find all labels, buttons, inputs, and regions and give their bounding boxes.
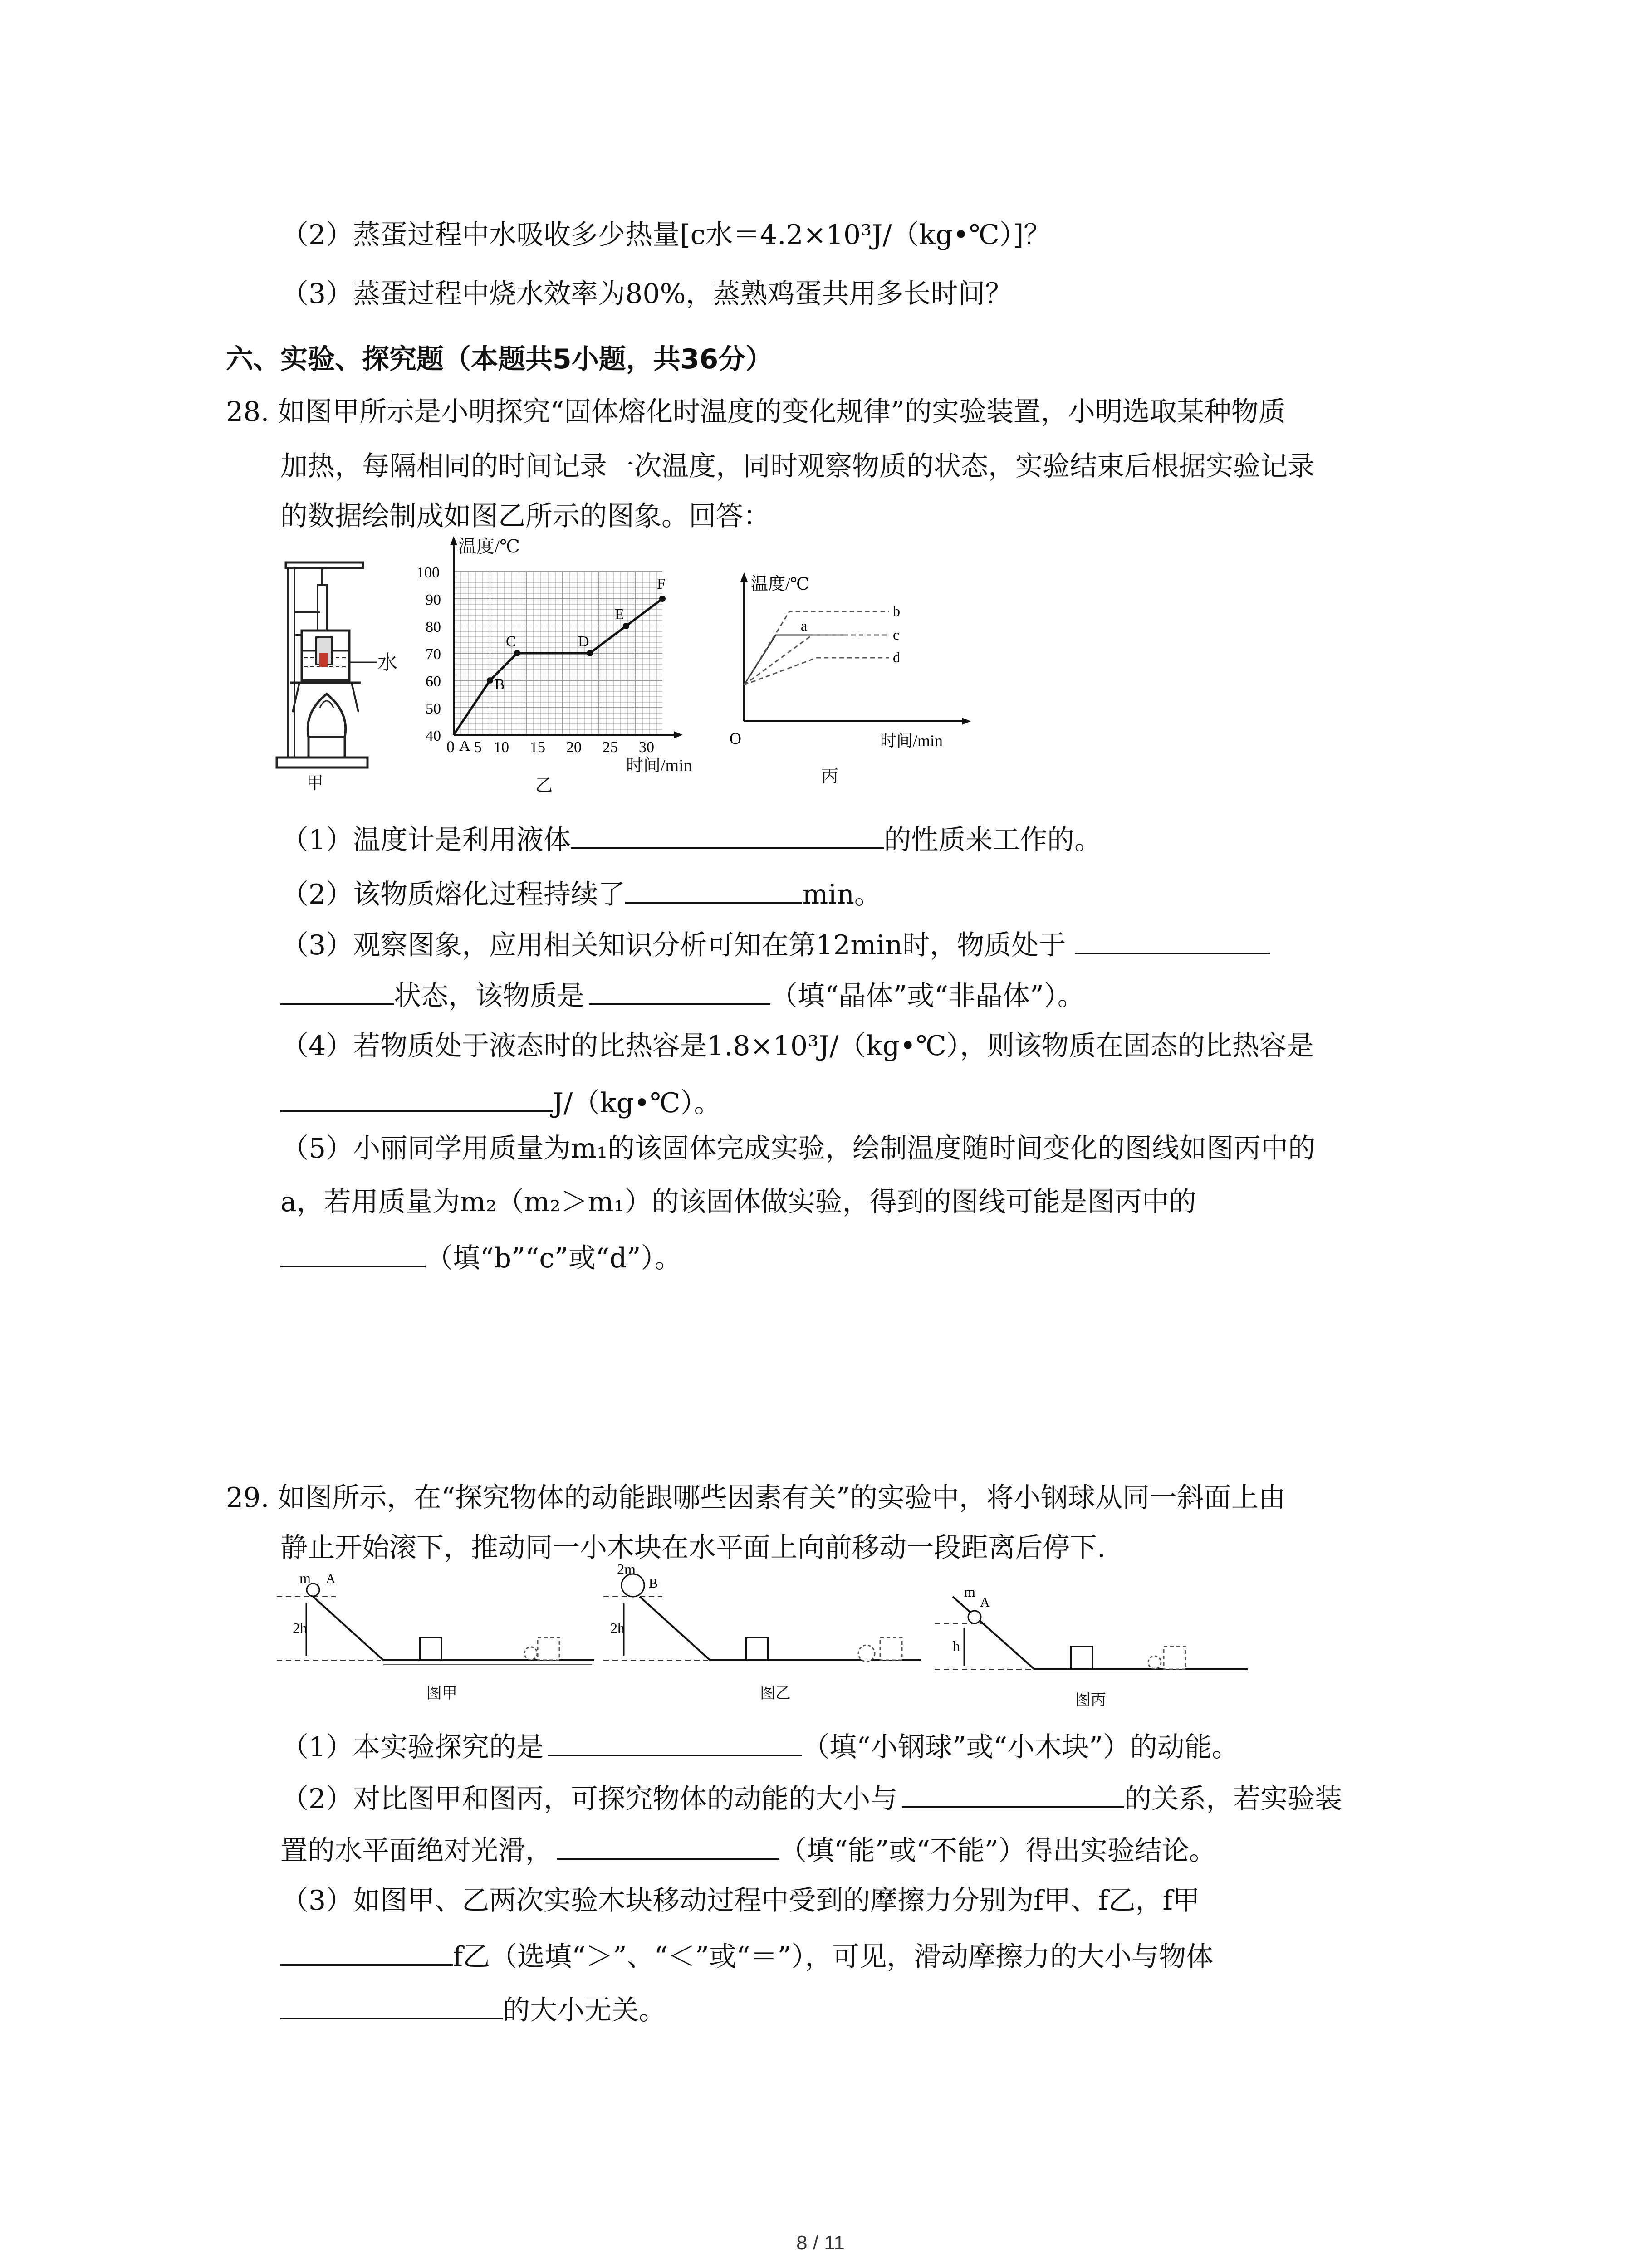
curve-label-c: c — [893, 626, 900, 643]
q28-intro-line1: 28. 如图甲所示是小明探究“固体熔化时温度的变化规律”的实验装置，小明选取某种物质 — [226, 396, 1286, 428]
mass-label: m — [964, 1584, 975, 1600]
q28-sub2-blank[interactable] — [625, 875, 802, 904]
y-axis-label: 温度/℃ — [751, 575, 810, 594]
q29-intro-line1: 29. 如图所示，在“探究物体的动能跟哪些因素有关”的实验中，将小钢球从同一斜面上由 — [226, 1482, 1286, 1514]
x-tick: 30 — [639, 739, 654, 756]
x-tick: 20 — [566, 739, 582, 756]
figure-yi-caption: 乙 — [535, 775, 553, 795]
q28-sub1-text-end: 的性质来工作的。 — [884, 824, 1102, 856]
height-label: 2h — [610, 1620, 625, 1636]
q29-sub2-blank1[interactable] — [902, 1779, 1124, 1808]
y-tick: 40 — [426, 728, 441, 744]
figure-bing-graph — [726, 572, 980, 786]
q28-sub4-unit: J/（kg•℃）。 — [553, 1087, 721, 1119]
melting-curve — [454, 599, 662, 735]
q28-sub4-line2 — [280, 1083, 721, 1121]
figure-ramp-jia — [272, 1569, 599, 1712]
mass-label: m — [299, 1570, 311, 1586]
q28-sub2-unit: min。 — [802, 879, 882, 910]
q28-sub2-text: （2）该物质熔化过程持续了 — [281, 879, 626, 910]
curve-label-a: a — [801, 617, 808, 634]
point-label-b: B — [495, 676, 505, 693]
q28-sub3-text2: 状态，该物质是 — [394, 980, 584, 1012]
q29-sub2-text2: 的关系，若实验装 — [1124, 1783, 1342, 1815]
height-label: h — [953, 1638, 960, 1654]
figure-ramp-yi — [599, 1560, 926, 1712]
y-tick: 90 — [426, 591, 441, 608]
point-label-d: D — [578, 633, 589, 650]
x-axis-label: 时间/min — [626, 756, 692, 775]
q28-sub3-line2 — [280, 976, 1085, 1014]
ball-label: B — [649, 1576, 658, 1591]
y-tick: 70 — [426, 646, 441, 663]
figure-bing-caption: 丙 — [821, 766, 839, 786]
q29-sub2-blank2[interactable] — [557, 1831, 779, 1860]
mass-comparison-chart — [726, 572, 980, 753]
section-heading: 六、实验、探究题（本题共5小题，共36分） — [226, 343, 773, 375]
q29-sub3-blank2[interactable] — [280, 1990, 503, 2019]
figure-ramp-jia-caption: 图甲 — [426, 1685, 457, 1702]
x-axis-label: 时间/min — [880, 732, 943, 750]
q29-sub1-text-end: （填“小钢球”或“小木块”）的动能。 — [802, 1731, 1239, 1763]
q28-sub5-blank[interactable] — [280, 1238, 426, 1267]
q29-sub1 — [281, 1727, 1239, 1765]
q28-sub3-blank1[interactable] — [1075, 925, 1270, 954]
point-label-c: C — [506, 633, 516, 650]
y-tick: 100 — [416, 564, 440, 581]
q29-sub3-blank1[interactable] — [280, 1937, 453, 1966]
figure-jia-apparatus — [272, 558, 408, 796]
q29-sub3-text3: 的大小无关。 — [503, 1994, 666, 2026]
q28-sub1-text: （1）温度计是利用液体 — [281, 824, 571, 856]
q28-intro-line3: 的数据绘制成如图乙所示的图象。回答： — [280, 500, 770, 532]
q27-sub3: （3）蒸蛋过程中烧水效率为80%，蒸熟鸡蛋共用多长时间？ — [281, 278, 1013, 310]
q29-sub2-line1 — [281, 1779, 1342, 1817]
x-tick: 25 — [603, 739, 618, 756]
x-tick: 10 — [494, 739, 509, 756]
ball-label: A — [980, 1595, 990, 1610]
q28-sub3-blank1-cont[interactable] — [280, 976, 394, 1005]
q28-sub3-line1 — [281, 925, 1270, 963]
apparatus-drawing — [272, 558, 408, 794]
y-axis-label: 温度/℃ — [458, 536, 520, 557]
curve-d — [744, 658, 889, 685]
q29-sub3-line1: （3）如图甲、乙两次实验木块移动过程中受到的摩擦力分别为f甲、f乙，f甲 — [281, 1885, 1200, 1916]
ball-label: A — [326, 1571, 336, 1586]
point-label-e: E — [615, 606, 624, 623]
figure-ramp-bing — [926, 1579, 1252, 1721]
figure-ramp-bing-caption: 图丙 — [1075, 1691, 1106, 1709]
q29-sub2-text3: 置的水平面绝对光滑， — [280, 1835, 553, 1867]
q28-sub3-blank2[interactable] — [589, 976, 770, 1005]
point-label-f: F — [657, 576, 666, 592]
q29-sub3-text2: f乙（选填“＞”、“＜”或“＝”），可见，滑动摩擦力的大小与物体 — [453, 1941, 1214, 1973]
x-tick: 5 — [474, 739, 482, 756]
melting-curve-chart — [408, 535, 726, 798]
q28-sub5-line2: a，若用质量为m₂（m₂＞m₁）的该固体做实验，得到的图线可能是图丙中的 — [280, 1186, 1196, 1218]
q29-sub1-blank[interactable] — [548, 1727, 802, 1756]
q28-sub5-line3 — [280, 1238, 681, 1276]
q27-sub2: （2）蒸蛋过程中水吸收多少热量[c水＝4.2×10³J/（kg•℃）]？ — [281, 219, 1051, 251]
q28-sub4-line1: （4）若物质处于液态时的比热容是1.8×10³J/（kg•℃），则该物质在固态的比热容是 — [281, 1030, 1314, 1062]
y-tick: 50 — [426, 700, 441, 717]
curve-label-b: b — [893, 603, 900, 619]
figure-yi-graph — [408, 535, 726, 800]
mass-label: 2m — [617, 1561, 636, 1577]
q29-sub3-line2 — [280, 1937, 1213, 1975]
page-number: 8 / 11 — [796, 2232, 845, 2254]
curve-c — [744, 635, 889, 685]
point-label-a: A — [459, 738, 470, 754]
q28-sub3-text3: （填“晶体”或“非晶体”）。 — [770, 980, 1085, 1012]
q28-intro-line2: 加热，每隔相同的时间记录一次温度，同时观察物质的状态，实验结束后根据实验记录 — [280, 450, 1315, 482]
q29-sub2-text: （2）对比图甲和图丙，可探究物体的动能的大小与 — [281, 1783, 898, 1815]
height-label: 2h — [293, 1620, 307, 1636]
q28-sub1 — [281, 820, 1102, 858]
q28-sub5-line1: （5）小丽同学用质量为m₁的该固体完成实验，绘制温度随时间变化的图线如图丙中的 — [281, 1133, 1316, 1164]
q29-sub3-line3 — [280, 1990, 666, 2028]
y-tick: 60 — [426, 673, 441, 690]
x-tick: 15 — [530, 739, 545, 756]
curve-a — [744, 635, 844, 685]
q29-intro-line2: 静止开始滚下，推动同一小木块在水平面上向前移动一段距离后停下. — [280, 1532, 1106, 1564]
q29-sub1-text: （1）本实验探究的是 — [281, 1731, 544, 1763]
q29-sub2-line2 — [280, 1831, 1216, 1869]
y-tick: 80 — [426, 619, 441, 635]
q28-sub2 — [281, 875, 882, 913]
figure-jia-caption: 甲 — [306, 773, 324, 793]
origin-label: O — [730, 729, 741, 748]
q29-sub2-text4: （填“能”或“不能”）得出实验结论。 — [779, 1835, 1216, 1867]
curve-label-d: d — [893, 649, 900, 665]
q28-sub5-text: （填“b”“c”或“d”）。 — [426, 1242, 682, 1274]
label-water: 水 — [377, 651, 397, 674]
curve-b — [744, 611, 889, 685]
origin-label: 0 — [446, 738, 455, 756]
q28-sub4-blank[interactable] — [280, 1083, 553, 1112]
figure-ramp-yi-caption: 图乙 — [760, 1685, 791, 1702]
q28-sub1-blank[interactable] — [571, 820, 884, 849]
q28-sub3-text: （3）观察图象，应用相关知识分析可知在第12min时，物质处于 — [281, 929, 1066, 961]
